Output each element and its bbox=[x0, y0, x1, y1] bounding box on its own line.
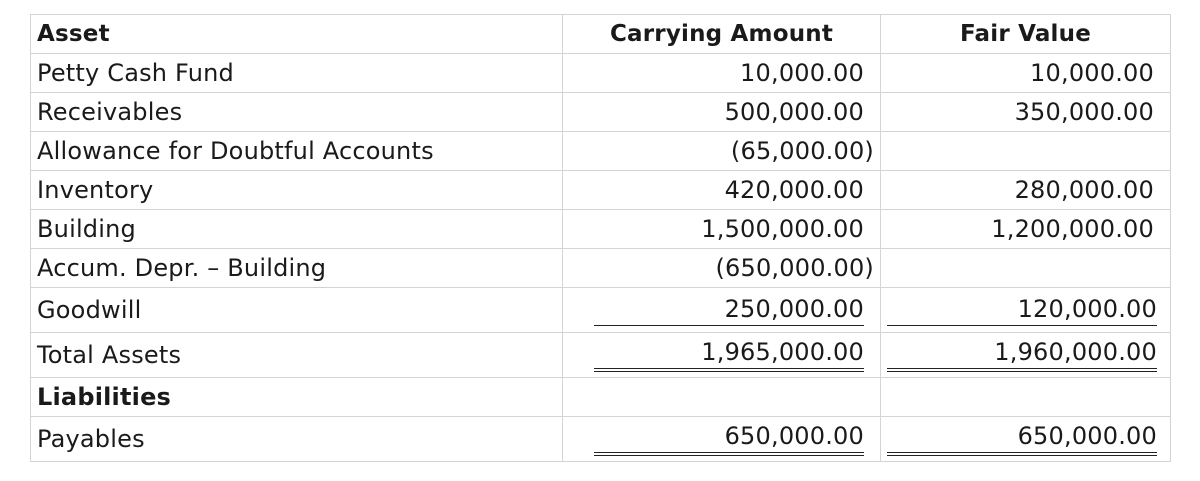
fair-value-cell bbox=[881, 93, 1171, 132]
fair-value-cell bbox=[881, 249, 1171, 288]
carrying-amount-cell bbox=[563, 54, 881, 93]
fair-value-cell bbox=[881, 417, 1171, 462]
fair-value-value: 650,000.00 bbox=[887, 422, 1157, 456]
fair-value-cell bbox=[881, 54, 1171, 93]
row-label: Petty Cash Fund bbox=[31, 54, 563, 93]
table-row bbox=[31, 93, 1171, 132]
section-heading-liabilities: Liabilities bbox=[31, 378, 563, 417]
fair-value-value: 10,000.00 bbox=[1030, 59, 1154, 87]
asset-valuation-table bbox=[30, 14, 1171, 462]
header-carrying-amount: Carrying Amount bbox=[563, 15, 881, 54]
carrying-amount-cell bbox=[563, 288, 881, 333]
table-row-total bbox=[31, 333, 1171, 378]
asset-valuation-table-wrapper bbox=[30, 14, 1170, 462]
fair-value-cell bbox=[881, 171, 1171, 210]
header-fair-value: Fair Value bbox=[881, 15, 1171, 54]
row-label: Payables bbox=[31, 417, 563, 462]
carrying-amount-cell bbox=[563, 210, 881, 249]
table-row bbox=[31, 132, 1171, 171]
carrying-amount-cell bbox=[563, 132, 881, 171]
table-row bbox=[31, 249, 1171, 288]
row-label: Goodwill bbox=[31, 288, 563, 333]
fair-value-value: 280,000.00 bbox=[1014, 176, 1154, 204]
carrying-amount-value: (650,000.00) bbox=[715, 254, 874, 282]
carrying-amount-cell bbox=[563, 378, 881, 417]
carrying-amount-value: 500,000.00 bbox=[724, 98, 864, 126]
row-label: Accum. Depr. – Building bbox=[31, 249, 563, 288]
carrying-amount-value: (65,000.00) bbox=[730, 137, 874, 165]
row-label: Allowance for Doubtful Accounts bbox=[31, 132, 563, 171]
row-label: Receivables bbox=[31, 93, 563, 132]
carrying-amount-value: 250,000.00 bbox=[594, 295, 864, 326]
header-asset: Asset bbox=[31, 15, 563, 54]
fair-value-cell bbox=[881, 210, 1171, 249]
fair-value-total: 1,960,000.00 bbox=[887, 338, 1157, 372]
row-label: Building bbox=[31, 210, 563, 249]
fair-value-cell bbox=[881, 132, 1171, 171]
carrying-amount-value: 1,500,000.00 bbox=[701, 215, 864, 243]
carrying-amount-value: 420,000.00 bbox=[724, 176, 864, 204]
carrying-amount-cell bbox=[563, 249, 881, 288]
carrying-amount-total: 1,965,000.00 bbox=[594, 338, 864, 372]
carrying-amount-cell bbox=[563, 417, 881, 462]
fair-value-value: 350,000.00 bbox=[1014, 98, 1154, 126]
carrying-amount-cell bbox=[563, 171, 881, 210]
carrying-amount-cell bbox=[563, 333, 881, 378]
fair-value-value: 120,000.00 bbox=[887, 295, 1157, 326]
table-row bbox=[31, 288, 1171, 333]
row-label: Total Assets bbox=[31, 333, 563, 378]
table-header-row bbox=[31, 15, 1171, 54]
carrying-amount-value: 650,000.00 bbox=[594, 422, 864, 456]
table-row bbox=[31, 417, 1171, 462]
fair-value-cell bbox=[881, 288, 1171, 333]
section-heading-row bbox=[31, 378, 1171, 417]
row-label: Inventory bbox=[31, 171, 563, 210]
carrying-amount-value: 10,000.00 bbox=[740, 59, 864, 87]
fair-value-cell bbox=[881, 333, 1171, 378]
table-row bbox=[31, 54, 1171, 93]
fair-value-value: 1,200,000.00 bbox=[991, 215, 1154, 243]
carrying-amount-cell bbox=[563, 93, 881, 132]
table-row bbox=[31, 210, 1171, 249]
fair-value-cell bbox=[881, 378, 1171, 417]
table-row bbox=[31, 171, 1171, 210]
